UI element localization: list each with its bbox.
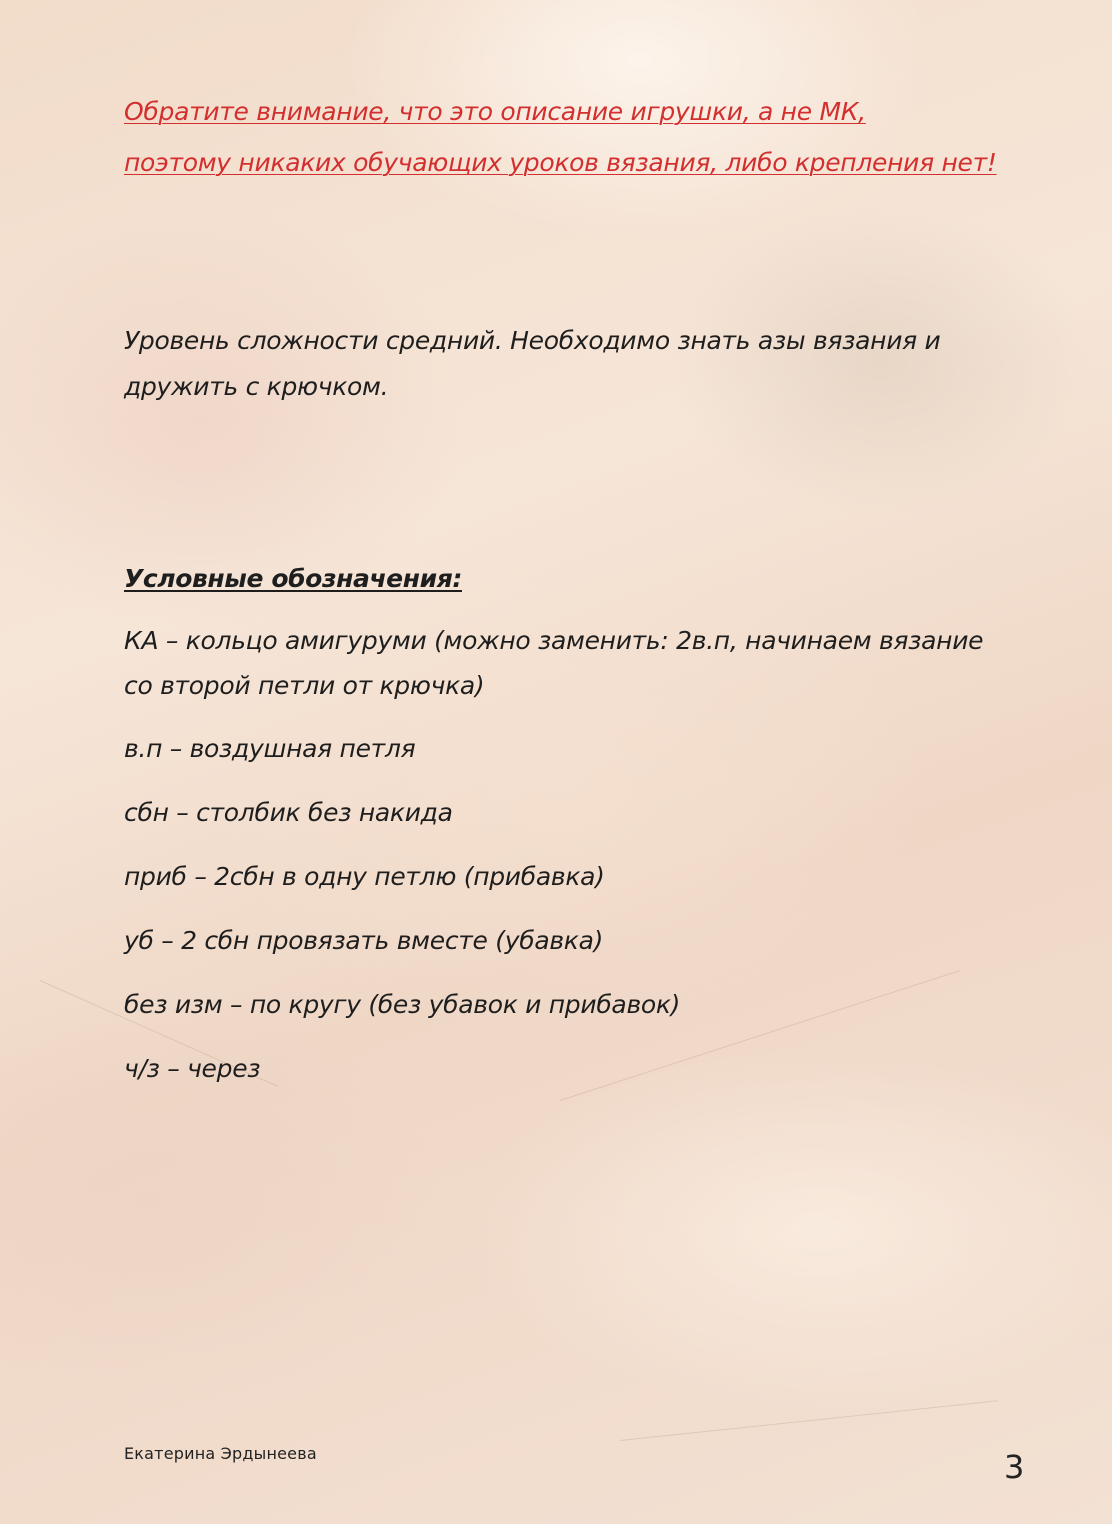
author-name: Екатерина Эрдынеева bbox=[124, 1444, 317, 1463]
legend-item-ka bbox=[124, 618, 1064, 708]
warning-notice-line-2: поэтому никаких обучающих уроков вязания, либо крепления нет! bbox=[124, 148, 997, 177]
page-number: 3 bbox=[1004, 1448, 1025, 1486]
legend-item-ub: уб – 2 сбн провязать вместе (убавка) bbox=[124, 926, 604, 955]
legend-item-bez-izm: без изм – по кругу (без убавок и прибавок) bbox=[124, 990, 681, 1019]
warning-notice-line-1: Обратите внимание, что это описание игрушки, а не МК, bbox=[124, 97, 866, 126]
legend-list bbox=[124, 618, 1064, 1111]
legend-heading: Условные обозначения: bbox=[124, 564, 462, 593]
legend-item-prib: приб – 2сбн в одну петлю (прибавка) bbox=[124, 862, 605, 891]
warning-notice bbox=[124, 86, 1064, 188]
marble-vein bbox=[620, 1400, 998, 1441]
difficulty-paragraph bbox=[124, 318, 1044, 410]
legend-item-ka-line-1: КА – кольцо амигуруми (можно заменить: 2в.п, начинаем вязание bbox=[124, 626, 984, 655]
legend-item-chz: ч/з – через bbox=[124, 1054, 261, 1083]
difficulty-line-1: Уровень сложности средний. Необходимо знать азы вязания и bbox=[124, 326, 941, 355]
legend-item-vp: в.п – воздушная петля bbox=[124, 734, 416, 763]
legend-item-ka-line-2: со второй петли от крючка) bbox=[124, 671, 485, 700]
difficulty-line-2: дружить с крючком. bbox=[124, 372, 389, 401]
legend-item-sbn: сбн – столбик без накида bbox=[124, 798, 453, 827]
